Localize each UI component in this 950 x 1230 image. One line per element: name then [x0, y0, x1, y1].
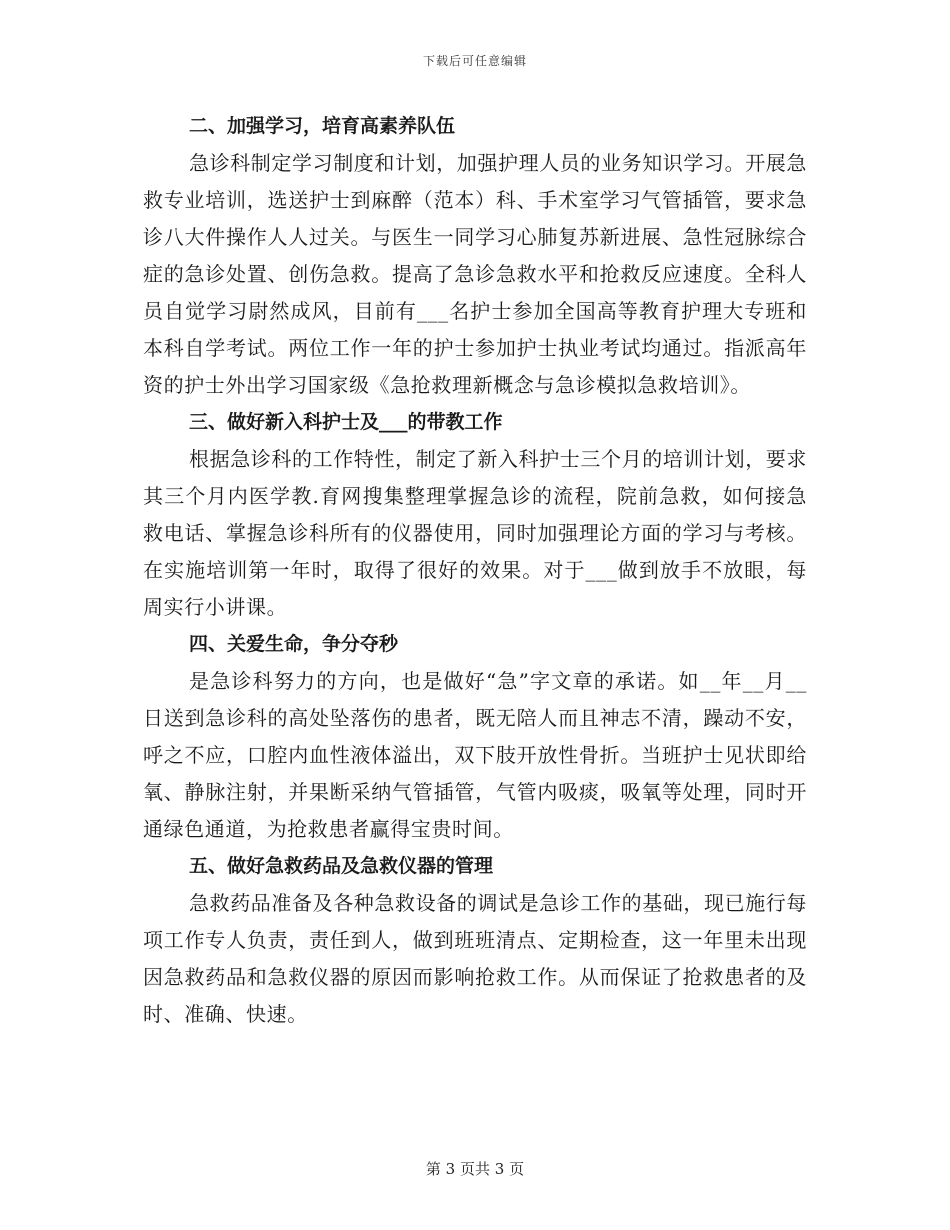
section-heading-2: 二、加强学习，培育高素养队伍: [189, 115, 456, 137]
section-paragraph-4: 是急诊科努力的方向，也是做好“急”字文章的承诺。如__年__月__日送到急诊科的高处坠落伤的患者，既无陪人而且神志不清，躁动不安，呼之不应，口腔内血性液体溢出，双下肢开放性骨折。当班护士见状即给氧、静脉注射，并果断采纳气管插管，气管内吸痰，吸氧等处理，同时开通绿色通道，为抢救患者赢得宝贵时间。: [143, 669, 807, 841]
section-heading-5: 五、做好急救药品及急救仪器的管理: [189, 855, 494, 877]
document-body: [143, 108, 807, 1033]
section-heading-4: 四、关爱生命，争分夺秒: [189, 633, 399, 655]
section-paragraph-2: 急诊科制定学习制度和计划，加强护理人员的业务知识学习。开展急救专业培训，选送护士到麻醉（范本）科、手术室学习气管插管，要求急诊八大件操作人人过关。与医生一同学习心肺复苏新进展、急性冠脉综合症的急诊处置、创伤急救。提高了急诊急救水平和抢救反应速度。全科人员自觉学习尉然成风，目前有___名护士参加全国高等教育护理大专班和本科自学考试。两位工作一年的护士参加护士执业考试均通过。指派高年资的护士外出学习国家级《急抢救理新概念与急诊模拟急救培训》。: [143, 151, 807, 397]
header-note: 下载后可任意编辑: [422, 54, 527, 68]
section-heading-3: 三、做好新入科护士及___的带教工作: [189, 411, 503, 433]
page-number: 第 3 页共 3 页: [425, 1160, 525, 1178]
section-paragraph-3: 根据急诊科的工作特性，制定了新入科护士三个月的培训计划，要求其三个月内医学教.育网搜集整理掌握急诊的流程，院前急救，如何接急救电话、掌握急诊科所有的仪器使用，同时加强理论方面的学习与考核。在实施培训第一年时，取得了很好的效果。对于___做到放手不放眼，每周实行小讲课。: [143, 447, 807, 619]
section-paragraph-5: 急救药品准备及各种急救设备的调试是急诊工作的基础，现已施行每项工作专人负责，责任到人，做到班班清点、定期检查，这一年里未出现因急救药品和急救仪器的原因而影响抢救工作。从而保证了抢救患者的及时、准确、快速。: [143, 891, 807, 1026]
